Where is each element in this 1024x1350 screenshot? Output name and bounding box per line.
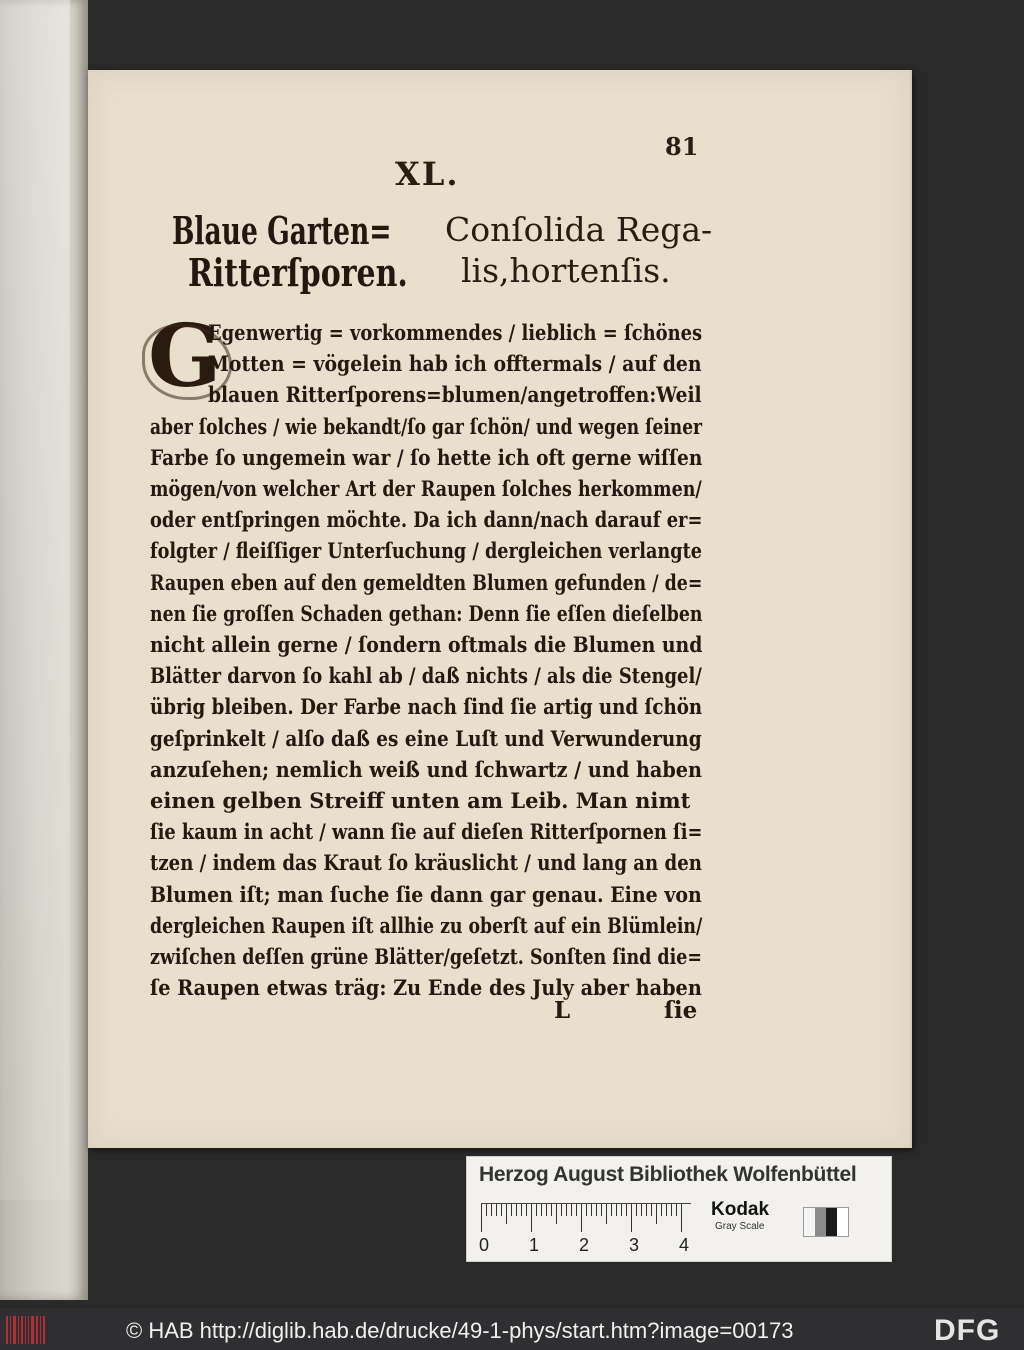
gray-patch bbox=[826, 1208, 837, 1236]
ruler-tick bbox=[646, 1204, 647, 1216]
ruler-tick bbox=[526, 1204, 527, 1216]
body-line: anzuſehen; nemlich weiß und ſchwartz / und haben bbox=[150, 756, 703, 782]
ruler-tick bbox=[586, 1204, 587, 1216]
body-line: Motten = vögelein hab ich offtermals / auf den bbox=[208, 351, 702, 377]
body-line: nen ſie groſſen Schaden gethan: Denn ſie eſſen dieſelben bbox=[150, 600, 703, 626]
barcode-bar bbox=[25, 1316, 26, 1344]
ruler-tick bbox=[511, 1204, 512, 1216]
gray-patch bbox=[804, 1208, 815, 1236]
title-german-line: Ritterſporen. bbox=[188, 250, 408, 295]
barcode-bar bbox=[21, 1316, 23, 1344]
ruler bbox=[481, 1203, 691, 1234]
ruler-tick bbox=[591, 1204, 592, 1216]
page-number: 81 bbox=[665, 132, 699, 161]
ruler-tick bbox=[606, 1204, 607, 1224]
ruler-tick bbox=[506, 1204, 507, 1224]
barcode-bar bbox=[31, 1316, 34, 1344]
title-latin-line: Conſolida Rega- bbox=[445, 210, 713, 249]
ruler-tick bbox=[551, 1204, 552, 1216]
gray-scale-patches bbox=[803, 1207, 849, 1237]
ruler-tick bbox=[641, 1204, 642, 1216]
ruler-tick bbox=[546, 1204, 547, 1216]
ruler-tick bbox=[631, 1204, 632, 1232]
ruler-number: 4 bbox=[679, 1235, 690, 1255]
catchword: ſie bbox=[664, 997, 698, 1024]
body-line: Farbe ſo ungemein war / ſo hette ich oft gerne wiſſen bbox=[150, 444, 703, 470]
kodak-logo: Kodak bbox=[711, 1199, 770, 1220]
ruler-tick bbox=[636, 1204, 637, 1216]
ruler-tick bbox=[676, 1204, 677, 1216]
chapter-heading: XL. bbox=[395, 155, 460, 193]
ruler-tick bbox=[521, 1204, 522, 1216]
body-line: nicht allein gerne / ſondern oftmals die Blumen und bbox=[150, 632, 703, 657]
ruler-tick bbox=[616, 1204, 617, 1216]
body-line: folgter / fleiſſiger Unterſuchung / dergleichen verlangte bbox=[150, 538, 702, 564]
body-line: oder entſpringen möchte. Da ich dann/nach darauf er= bbox=[150, 507, 703, 533]
ruler-tick bbox=[656, 1204, 657, 1224]
ruler-tick bbox=[611, 1204, 612, 1216]
body-line: aber ſolches / wie bekandt/ſo gar ſchön/ und wegen ſeiner bbox=[150, 413, 703, 439]
ruler-tick bbox=[626, 1204, 627, 1216]
body-line: tzen / indem das Kraut ſo kräuslicht / und lang an den bbox=[150, 850, 702, 876]
ruler-tick bbox=[491, 1204, 492, 1216]
citation-link[interactable]: © HAB http://diglib.hab.de/drucke/49-1-phys/start.htm?image=00173 bbox=[126, 1318, 794, 1343]
book-page bbox=[88, 70, 912, 1148]
barcode-bar bbox=[6, 1316, 8, 1344]
body-line: Blumen iſt; man ſuche ſie dann gar genau. Eine von bbox=[150, 881, 702, 907]
barcode-icon[interactable] bbox=[6, 1316, 46, 1344]
body-line: zwiſchen deſſen grüne Blätter/geſetzt. Sonſten ſind die= bbox=[150, 944, 702, 969]
barcode-bar bbox=[43, 1316, 45, 1344]
gray-patch bbox=[815, 1208, 826, 1236]
signature-mark: L bbox=[554, 997, 571, 1024]
ruler-tick bbox=[566, 1204, 567, 1216]
ruler-number: 3 bbox=[629, 1235, 640, 1255]
ruler-tick bbox=[661, 1204, 662, 1216]
initial-letter: G bbox=[148, 306, 222, 407]
ruler-tick bbox=[621, 1204, 622, 1216]
barcode-bar bbox=[18, 1316, 19, 1344]
barcode-bar bbox=[40, 1316, 41, 1344]
dfg-logo[interactable]: DFG bbox=[934, 1314, 1001, 1347]
ruler-tick bbox=[666, 1204, 667, 1216]
barcode-bar bbox=[13, 1316, 16, 1344]
ruler-tick bbox=[681, 1204, 682, 1232]
ruler-tick bbox=[596, 1204, 597, 1216]
barcode-bar bbox=[28, 1316, 29, 1344]
previous-page-edge bbox=[0, 0, 88, 1300]
library-name: Herzog August Bibliothek Wolfenbüttel bbox=[479, 1163, 857, 1186]
ruler-number: 0 bbox=[479, 1235, 490, 1255]
body-line: ſie kaum in acht / wann ſie auf dieſen Ritterſpornen ſi= bbox=[150, 819, 703, 845]
body-line: dergleichen Raupen iſt allhie zu oberſt auf ein Blümlein/ bbox=[150, 912, 703, 938]
ruler-tick bbox=[561, 1204, 562, 1216]
ruler-tick bbox=[571, 1204, 572, 1216]
color-scale-card bbox=[466, 1156, 892, 1262]
ruler-tick bbox=[536, 1204, 537, 1216]
barcode-bar bbox=[36, 1316, 38, 1344]
title-latin-line: lis,hortenſis. bbox=[461, 251, 671, 290]
gray-scale-label: Gray Scale bbox=[715, 1221, 765, 1232]
ruler-tick bbox=[486, 1204, 487, 1216]
title-german-line: Blaue Garten= bbox=[172, 208, 392, 253]
body-line: Blätter darvon ſo kahl ab / daß nichts / als die Stengel/ bbox=[150, 663, 702, 689]
leaf-gloss bbox=[0, 0, 70, 1200]
gray-patch bbox=[837, 1208, 848, 1236]
ruler-tick bbox=[541, 1204, 542, 1216]
ruler-tick bbox=[481, 1204, 482, 1232]
ruler-tick bbox=[576, 1204, 577, 1216]
ruler-tick bbox=[651, 1204, 652, 1216]
body-line: ſe Raupen etwas träg: Zu Ende des July aber haben bbox=[150, 975, 702, 1001]
ruler-tick bbox=[581, 1204, 582, 1232]
ruler-tick bbox=[671, 1204, 672, 1216]
ruler-tick bbox=[516, 1204, 517, 1216]
body-line: geſprinkelt / alſo daß es eine Luſt und Verwunderung bbox=[150, 725, 702, 751]
body-line: Raupen eben auf den gemeldten Blumen gefunden / de= bbox=[150, 569, 703, 595]
ruler-tick bbox=[556, 1204, 557, 1224]
ruler-tick bbox=[496, 1204, 497, 1216]
ruler-tick bbox=[601, 1204, 602, 1216]
ruler-tick bbox=[501, 1204, 502, 1216]
body-line: übrig bleiben. Der Farbe nach ſind ſie artig und ſchön bbox=[150, 694, 703, 720]
body-line: blauen Ritterſporens=blumen/angetroffen:Weil bbox=[208, 382, 702, 408]
ruler-number: 2 bbox=[579, 1235, 590, 1255]
body-line: einen gelben Streiff unten am Leib. Man nimt bbox=[150, 788, 691, 813]
body-line: Egenwertig = vorkommendes / lieblich = ſchönes bbox=[208, 320, 703, 345]
body-line: mögen/von welcher Art der Raupen ſolches herkommen/ bbox=[150, 476, 702, 501]
ruler-tick bbox=[531, 1204, 532, 1232]
ruler-number: 1 bbox=[529, 1235, 540, 1255]
barcode-bar bbox=[10, 1316, 11, 1344]
